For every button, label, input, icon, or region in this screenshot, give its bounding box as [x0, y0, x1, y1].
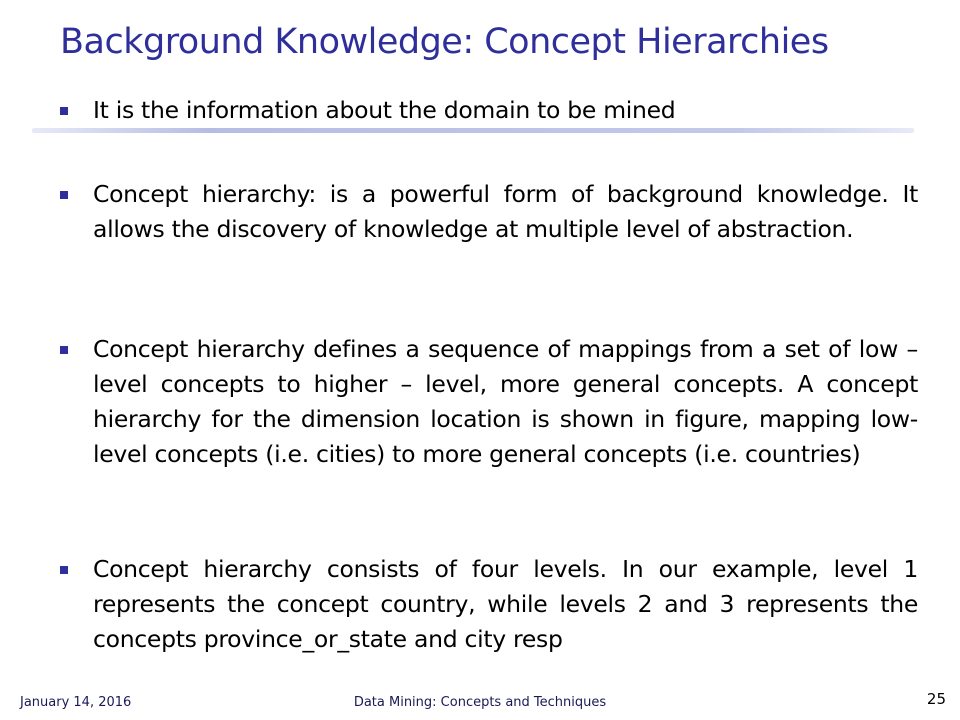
- square-bullet-icon: [60, 566, 68, 574]
- square-bullet-icon: [60, 107, 68, 115]
- bullet-text: Concept hierarchy consists of four levels. In our example, level 1 represents the concept country, while levels 2 and 3 represents the concepts province_or_state and city resp: [93, 555, 918, 653]
- bullet-text: It is the information about the domain to be mined: [93, 96, 676, 124]
- bullet-text: Concept hierarchy defines a sequence of mappings from a set of low – level concepts to higher – level, more general concepts. A concept hierarchy for the dimension location is shown in figure, mapping low-level concepts (i.e. cities) to more general concepts (i.e. countries): [93, 335, 918, 468]
- page-number: 25: [926, 690, 946, 708]
- square-bullet-icon: [60, 191, 68, 199]
- bullet-item: [60, 552, 918, 657]
- footer-date: January 14, 2016: [20, 695, 132, 710]
- footer-course-title: Data Mining: Concepts and Techniques: [353, 695, 607, 710]
- slide-title: Background Knowledge: Concept Hierarchies: [60, 22, 829, 62]
- bullet-item: [60, 332, 918, 472]
- bullet-text: Concept hierarchy: is a powerful form of background knowledge. It allows the discovery of knowledge at multiple level of abstraction.: [93, 180, 918, 243]
- bullet-item: [60, 93, 918, 128]
- square-bullet-icon: [60, 346, 68, 354]
- bullet-item: [60, 177, 918, 247]
